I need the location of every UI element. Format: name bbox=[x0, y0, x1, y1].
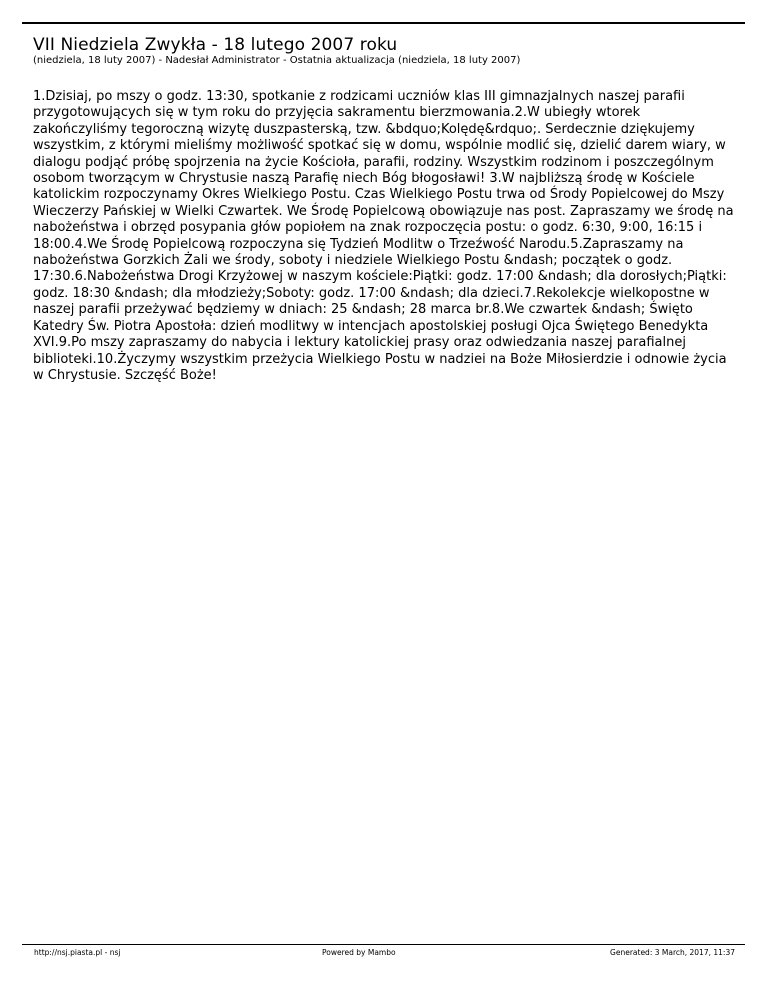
footer-url: http://nsj.piasta.pl - nsj bbox=[34, 948, 121, 957]
article-meta: (niedziela, 18 luty 2007) - Nadesłał Administrator - Ostatnia aktualizacja (niedziela, 18 luty 2007) bbox=[33, 55, 521, 66]
header-divider bbox=[22, 22, 745, 24]
footer-generated: Generated: 3 March, 2017, 11:37 bbox=[610, 948, 735, 957]
article-body: 1.Dzisiaj, po mszy o godz. 13:30, spotkanie z rodzicami uczniów klas III gimnazjalnych naszej parafii przygotowujących się w tym roku do przyjęcia sakramentu bierzmowania.2.W ubiegły wtorek zakończyliśmy tegoroczną wizytę duszpasterską, tzw. &bdquo;Kolędę&rdquo;. Serdecznie dziękujemy wszystkim, z którymi mieliśmy możliwość spotkać się w domu, wspólnie modlić się, dzielić darem wiary, w dialogu podjąć próbę spojrzenia na życie Kościoła, parafii, rodziny. Wszystkim rodzinom i poszczególnym osobom tworzącym w Chrystusie naszą Parafię niech Bóg błogosławi! 3.W najbliższą środę w Kościele katolickim rozpoczynamy Okres Wielkiego Postu. Czas Wielkiego Postu trwa od Środy Popielcowej do Mszy Wieczerzy Pańskiej w Wielki Czwartek. We Środę Popielcową obowiązuje nas post. Zapraszamy we środę na nabożeństwa i obrzęd posypania głów popiołem na znak rozpoczęcia postu: o godz. 6:30, 9:00, 16:15 i 18:00.4.We Środę Popielcową rozpoczyna się Tydzień Modlitw o Trzeźwość Narodu.5.Zapraszamy na nabożeństwa Gorzkich Żali we środy, soboty i niedziele Wielkiego Postu &ndash; początek o godz. 17:30.6.Nabożeństwa Drogi Krzyżowej w naszym kościele:Piątki: godz. 17:00 &ndash; dla dorosłych;Piątki: godz. 18:30 &ndash; dla młodzieży;Soboty: godz. 17:00 &ndash; dla dzieci.7.Rekolekcje wielkopostne w naszej parafii przeżywać będziemy w dniach: 25 &ndash; 28 marca br.8.We czwartek &ndash; Święto Katedry Św. Piotra Apostoła: dzień modlitwy w intencjach apostolskiej posługi Ojca Świętego Benedykta XVI.9.Po mszy zapraszamy do nabycia i lektury katolickiej prasy oraz odwiedzania naszej parafialnej biblioteki.10.Życzymy wszystkim przeżycia Wielkiego Postu w nadziei na Boże Miłosierdzie i odnowie życia w Chrystusie. Szczęść Boże! bbox=[33, 89, 734, 383]
article-title: VII Niedziela Zwykła - 18 lutego 2007 roku bbox=[33, 35, 398, 55]
footer-powered-by: Powered by Mambo bbox=[322, 948, 396, 957]
footer-divider bbox=[22, 944, 745, 945]
